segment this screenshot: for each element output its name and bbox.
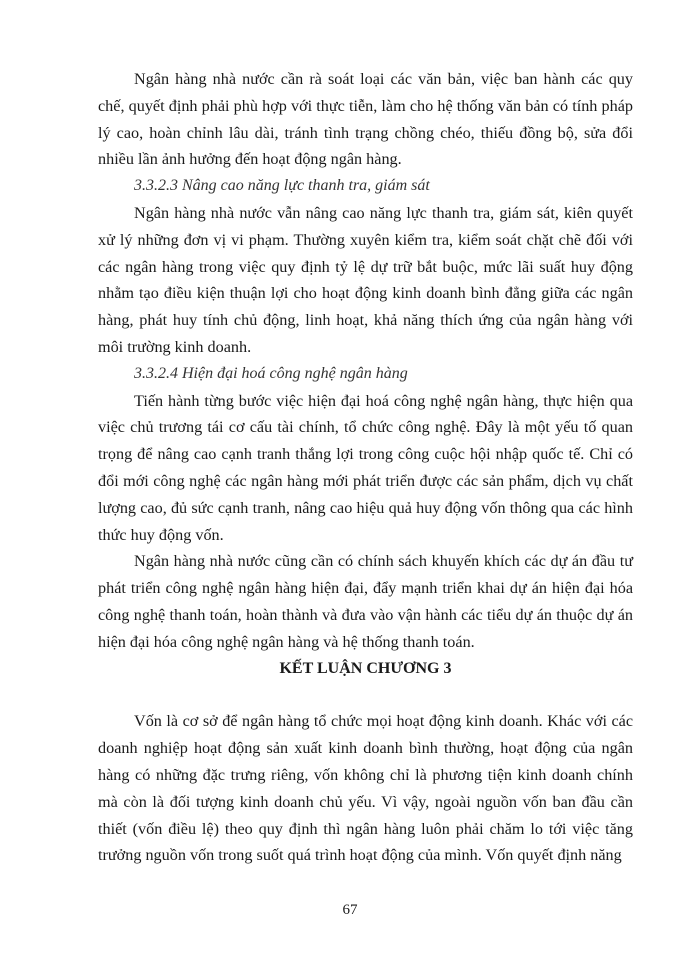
paragraph-inspection: Ngân hàng nhà nước vẫn nâng cao năng lực thanh tra, giám sát, kiên quyết xử lý những đơn vị vi phạm. Thường xuyên kiểm tra, kiểm soát chặt chẽ đối với các ngân hàng trong việc quy định tỷ lệ dự trữ bắt buộc, mức lãi suất huy động nhằm tạo điều kiện thuận lợi cho hoạt động kinh doanh bình đẳng giữa các ngân hàng, phát huy tính chủ động, linh hoạt, khả năng thích ứng của ngân hàng với môi trường kinh doanh. bbox=[98, 203, 633, 356]
paragraph-modernization: Tiến hành từng bước việc hiện đại hoá công nghệ ngân hàng, thực hiện qua việc chủ trương tái cơ cấu tài chính, tổ chức công nghệ. Đây là một yếu tố quan trọng để nâng cao cạnh tranh thắng lợi trong công cuộc hội nhập quốc tế. Chỉ có đổi mới công nghệ các ngân hàng mới phát triển được các sản phẩm, dịch vụ chất lượng cao, đủ sức cạnh tranh, nâng cao hiệu quả huy động vốn thông qua các hình thức huy động vốn. bbox=[98, 391, 633, 544]
paragraph-encouragement-policy: Ngân hàng nhà nước cũng cần có chính sách khuyến khích các dự án đầu tư phát triển công nghệ ngân hàng hiện đại, đẩy mạnh triển khai dự án hiện đại hóa công nghệ thanh toán, hoàn thành và đưa vào vận hành các tiểu dự án thuộc dự án hiện đại hóa công nghệ ngân hàng và hệ thống thanh toán. bbox=[98, 552, 633, 651]
document-page bbox=[98, 66, 633, 869]
chapter-conclusion-title: KẾT LUẬN CHƯƠNG 3 bbox=[279, 659, 452, 677]
paragraph-document-review: Ngân hàng nhà nước cần rà soát loại các văn bản, việc ban hành các quy chế, quyết định phải phù hợp với thực tiễn, làm cho hệ thống văn bản có tính pháp lý cao, hoàn chỉnh lâu dài, tránh tình trạng chồng chéo, thiếu đồng bộ, sửa đổi nhiều lần ảnh hưởng đến hoạt động ngân hàng. bbox=[98, 70, 633, 169]
section-heading-modernization: 3.3.2.4 Hiện đại hoá công nghệ ngân hàng bbox=[134, 364, 408, 382]
page-number: 67 bbox=[342, 902, 358, 918]
paragraph-capital-role: Vốn là cơ sở để ngân hàng tổ chức mọi hoạt động kinh doanh. Khác với các doanh nghiệp hoạt động sản xuất kinh doanh bình thường, hoạt động của ngân hàng có những đặc trưng riêng, vốn không chỉ là phương tiện kinh doanh chính mà còn là đối tượng kinh doanh chủ yếu. Vì vậy, ngoài nguồn vốn ban đầu cần thiết (vốn điều lệ) theo quy định thì ngân hàng luôn phải chăm lo tới việc tăng trưởng nguồn vốn trong suốt quá trình hoạt động của mình. Vốn quyết định năng bbox=[98, 712, 633, 865]
section-heading-inspection: 3.3.2.3 Nâng cao năng lực thanh tra, giám sát bbox=[134, 177, 430, 195]
